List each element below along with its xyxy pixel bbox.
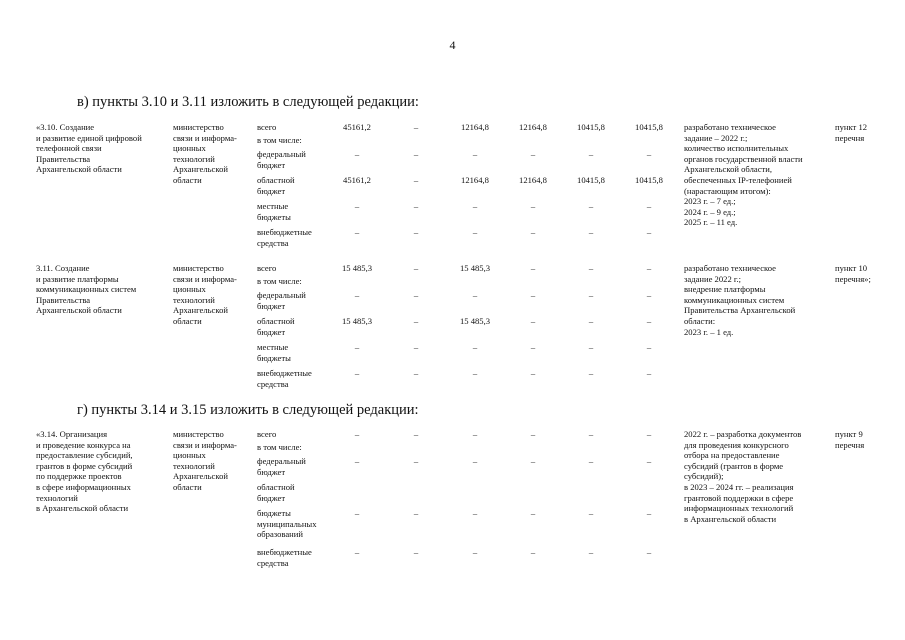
amount-cell: 15 485,3 xyxy=(341,263,373,273)
funding-source-label: местные бюджеты xyxy=(257,342,291,363)
amount-cell: – xyxy=(530,456,536,466)
item-responsible: министерство связи и информа- ционных технологий Архангельской области xyxy=(173,263,237,326)
amount-cell: – xyxy=(646,316,652,326)
amount-cell: – xyxy=(354,368,360,378)
amount-cell: 12164,8 xyxy=(519,122,547,132)
amount-cell: – xyxy=(530,342,536,352)
funding-source-label: областной бюджет xyxy=(257,175,295,196)
amount-cell: – xyxy=(354,201,360,211)
amount-cell: – xyxy=(413,508,419,518)
amount-cell: 10415,8 xyxy=(577,122,605,132)
amount-cell: – xyxy=(413,201,419,211)
amount-cell: – xyxy=(530,149,536,159)
amount-cell: – xyxy=(472,368,478,378)
amount-cell: – xyxy=(354,547,360,557)
amount-cell: – xyxy=(472,429,478,439)
amount-cell: – xyxy=(588,508,594,518)
amount-cell: 45161,2 xyxy=(343,122,371,132)
amount-cell: – xyxy=(530,227,536,237)
amount-cell: – xyxy=(646,201,652,211)
amount-cell: – xyxy=(588,290,594,300)
amount-cell: – xyxy=(472,227,478,237)
amount-cell: – xyxy=(413,122,419,132)
funding-source-label: местные бюджеты xyxy=(257,201,291,222)
funding-source-label: федеральный бюджет xyxy=(257,290,306,311)
amount-cell: – xyxy=(413,263,419,273)
item-result: разработано техническое задание 2022 г.; внедрение платформы коммуникационных систем Правительства Архангельской области: 2023 г. – 1 ед. xyxy=(684,263,796,337)
funding-source-label: в том числе: xyxy=(257,276,302,286)
amount-cell: – xyxy=(588,263,594,273)
amount-cell: – xyxy=(413,368,419,378)
amount-cell: 12164,8 xyxy=(461,122,489,132)
amount-cell: – xyxy=(588,149,594,159)
funding-source-label: внебюджетные средства xyxy=(257,547,312,568)
item-title: «3.14. Организация и проведение конкурса на предоставление субсидий, грантов в форме субсидий по поддержке проектов в сфере информационных технологий в Архангельской области xyxy=(36,429,133,514)
amount-cell: – xyxy=(588,456,594,466)
section-heading-v: в) пункты 3.10 и 3.11 изложить в следующей редакции: xyxy=(77,94,419,110)
funding-source-label: федеральный бюджет xyxy=(257,149,306,170)
amount-cell: – xyxy=(472,149,478,159)
funding-source-label: областной бюджет xyxy=(257,482,295,503)
amount-cell: 15 485,3 xyxy=(459,316,491,326)
item-reference: пункт 10 перечня»; xyxy=(835,263,871,284)
item-responsible: министерство связи и информа- ционных технологий Архангельской области xyxy=(173,122,237,185)
amount-cell: – xyxy=(354,149,360,159)
amount-cell: – xyxy=(588,368,594,378)
amount-cell: – xyxy=(354,290,360,300)
amount-cell: – xyxy=(354,456,360,466)
amount-cell: – xyxy=(646,290,652,300)
amount-cell: – xyxy=(472,547,478,557)
amount-cell: 12164,8 xyxy=(461,175,489,185)
amount-cell: 15 485,3 xyxy=(459,263,491,273)
amount-cell: – xyxy=(646,429,652,439)
item-responsible: министерство связи и информа- ционных технологий Архангельской области xyxy=(173,429,237,492)
page-number: 4 xyxy=(449,38,456,52)
amount-cell: – xyxy=(413,429,419,439)
funding-source-label: внебюджетные средства xyxy=(257,227,312,248)
amount-cell: – xyxy=(530,201,536,211)
amount-cell: – xyxy=(472,456,478,466)
amount-cell: – xyxy=(354,508,360,518)
funding-source-label: всего xyxy=(257,429,277,439)
amount-cell: – xyxy=(646,547,652,557)
amount-cell: – xyxy=(646,263,652,273)
item-result: разработано техническое задание – 2022 г.; количество исполнительных органов государственной власти Архангельской области, обеспеченных IP-телефонией (нарастающим итогом): 2023 г. – 7 ед.; 2024 г. – 9 ед.; 2025 г. – 11 ед. xyxy=(684,122,803,228)
amount-cell: – xyxy=(646,149,652,159)
section-heading-g: г) пункты 3.14 и 3.15 изложить в следующей редакции: xyxy=(77,402,419,418)
amount-cell: – xyxy=(588,316,594,326)
amount-cell: – xyxy=(354,429,360,439)
amount-cell: – xyxy=(413,547,419,557)
funding-source-label: федеральный бюджет xyxy=(257,456,306,477)
amount-cell: 15 485,3 xyxy=(341,316,373,326)
amount-cell: – xyxy=(530,316,536,326)
amount-cell: 10415,8 xyxy=(577,175,605,185)
amount-cell: – xyxy=(588,342,594,352)
amount-cell: – xyxy=(530,368,536,378)
amount-cell: – xyxy=(646,227,652,237)
funding-source-label: всего xyxy=(257,122,277,132)
amount-cell: – xyxy=(588,547,594,557)
amount-cell: – xyxy=(413,342,419,352)
amount-cell: – xyxy=(472,201,478,211)
amount-cell: – xyxy=(472,290,478,300)
funding-source-label: бюджеты муниципальных образований xyxy=(257,508,317,540)
amount-cell: – xyxy=(646,456,652,466)
amount-cell: – xyxy=(413,227,419,237)
funding-source-label: в том числе: xyxy=(257,135,302,145)
item-reference: пункт 12 перечня xyxy=(835,122,868,143)
funding-source-label: всего xyxy=(257,263,277,273)
amount-cell: – xyxy=(530,263,536,273)
amount-cell: 12164,8 xyxy=(519,175,547,185)
amount-cell: – xyxy=(413,149,419,159)
funding-source-label: в том числе: xyxy=(257,442,302,452)
amount-cell: 45161,2 xyxy=(343,175,371,185)
amount-cell: 10415,8 xyxy=(635,122,663,132)
funding-source-label: внебюджетные средства xyxy=(257,368,312,389)
item-result: 2022 г. – разработка документов для проведения конкурсного отбора на предоставление субсидий (грантов в форме субсидий); в 2023 – 2024 гг. – реализация грантовой поддержки в сфере информационных технологий в Архангельской области xyxy=(684,429,802,524)
item-title: 3.11. Создание и развитие платформы коммуникационных систем Правительства Архангельской области xyxy=(36,263,137,316)
amount-cell: – xyxy=(413,456,419,466)
amount-cell: – xyxy=(530,508,536,518)
item-title: «3.10. Создание и развитие единой цифровой телефонной связи Правительства Архангельской области xyxy=(36,122,142,175)
amount-cell: – xyxy=(588,429,594,439)
amount-cell: – xyxy=(472,508,478,518)
amount-cell: – xyxy=(646,342,652,352)
amount-cell: – xyxy=(646,508,652,518)
funding-source-label: областной бюджет xyxy=(257,316,295,337)
amount-cell: – xyxy=(354,342,360,352)
amount-cell: – xyxy=(588,201,594,211)
amount-cell: – xyxy=(413,175,419,185)
amount-cell: – xyxy=(588,227,594,237)
amount-cell: – xyxy=(646,368,652,378)
amount-cell: 10415,8 xyxy=(635,175,663,185)
item-reference: пункт 9 перечня xyxy=(835,429,865,450)
amount-cell: – xyxy=(413,290,419,300)
amount-cell: – xyxy=(472,342,478,352)
amount-cell: – xyxy=(413,316,419,326)
amount-cell: – xyxy=(530,429,536,439)
amount-cell: – xyxy=(354,227,360,237)
amount-cell: – xyxy=(530,547,536,557)
amount-cell: – xyxy=(530,290,536,300)
